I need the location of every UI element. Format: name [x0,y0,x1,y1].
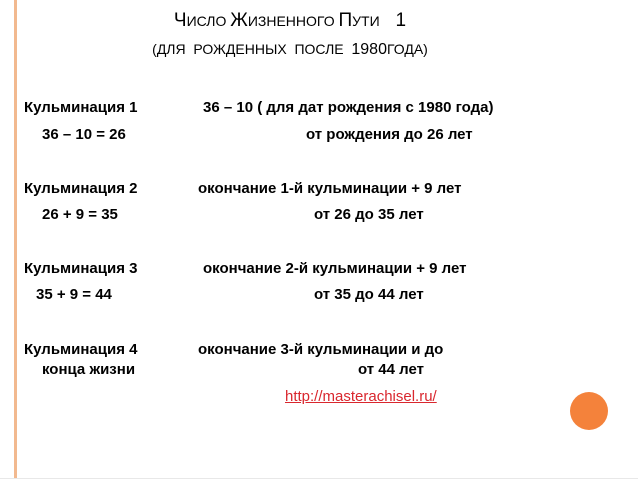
source-link[interactable]: http://masterachisel.ru/ [285,388,437,405]
title-rest-3: УТИ [352,13,380,29]
culmination-1-formula: 36 – 10 = 26 [42,126,126,143]
slide-left-border [14,0,17,479]
culmination-2-range: от 26 до 35 лет [314,206,424,223]
culmination-4-description: окончание 3-й кульминации и до [198,341,444,358]
title-rest-1: ИСЛО [186,13,231,29]
subtitle-part-2: ГОДА) [386,41,428,57]
culmination-3-range: от 35 до 44 лет [314,286,424,303]
slide-subtitle [0,40,580,59]
title-cap-1: Ч [173,10,187,31]
title-cap-2: Ж [230,10,248,31]
title-rest-2: ИЗНЕННОГО [247,13,339,29]
subtitle-part-1: (ДЛЯ РОЖДЕННЫХ ПОСЛЕ [152,41,352,57]
culmination-2-formula: 26 + 9 = 35 [42,206,118,223]
culmination-3-label: Кульминация 3 [24,260,138,277]
culmination-1-label: Кульминация 1 [24,99,138,116]
subtitle-year: 1980 [351,41,387,58]
culmination-1-description: 36 – 10 ( для дат рождения с 1980 года) [203,99,494,116]
culmination-2-label: Кульминация 2 [24,180,138,197]
title-cap-3: П [338,10,353,31]
slide-title [0,10,580,32]
culmination-3-description: окончание 2-й кульминации + 9 лет [203,260,467,277]
culmination-4-formula: конца жизни [42,361,136,378]
title-number: 1 [395,10,407,31]
culmination-4-range: от 44 лет [358,361,424,378]
accent-circle [570,392,608,430]
culmination-2-description: окончание 1-й кульминации + 9 лет [198,180,462,197]
culmination-4-label: Кульминация 4 [24,341,138,358]
culmination-1-range: от рождения до 26 лет [306,126,473,143]
culmination-3-formula: 35 + 9 = 44 [36,286,112,303]
